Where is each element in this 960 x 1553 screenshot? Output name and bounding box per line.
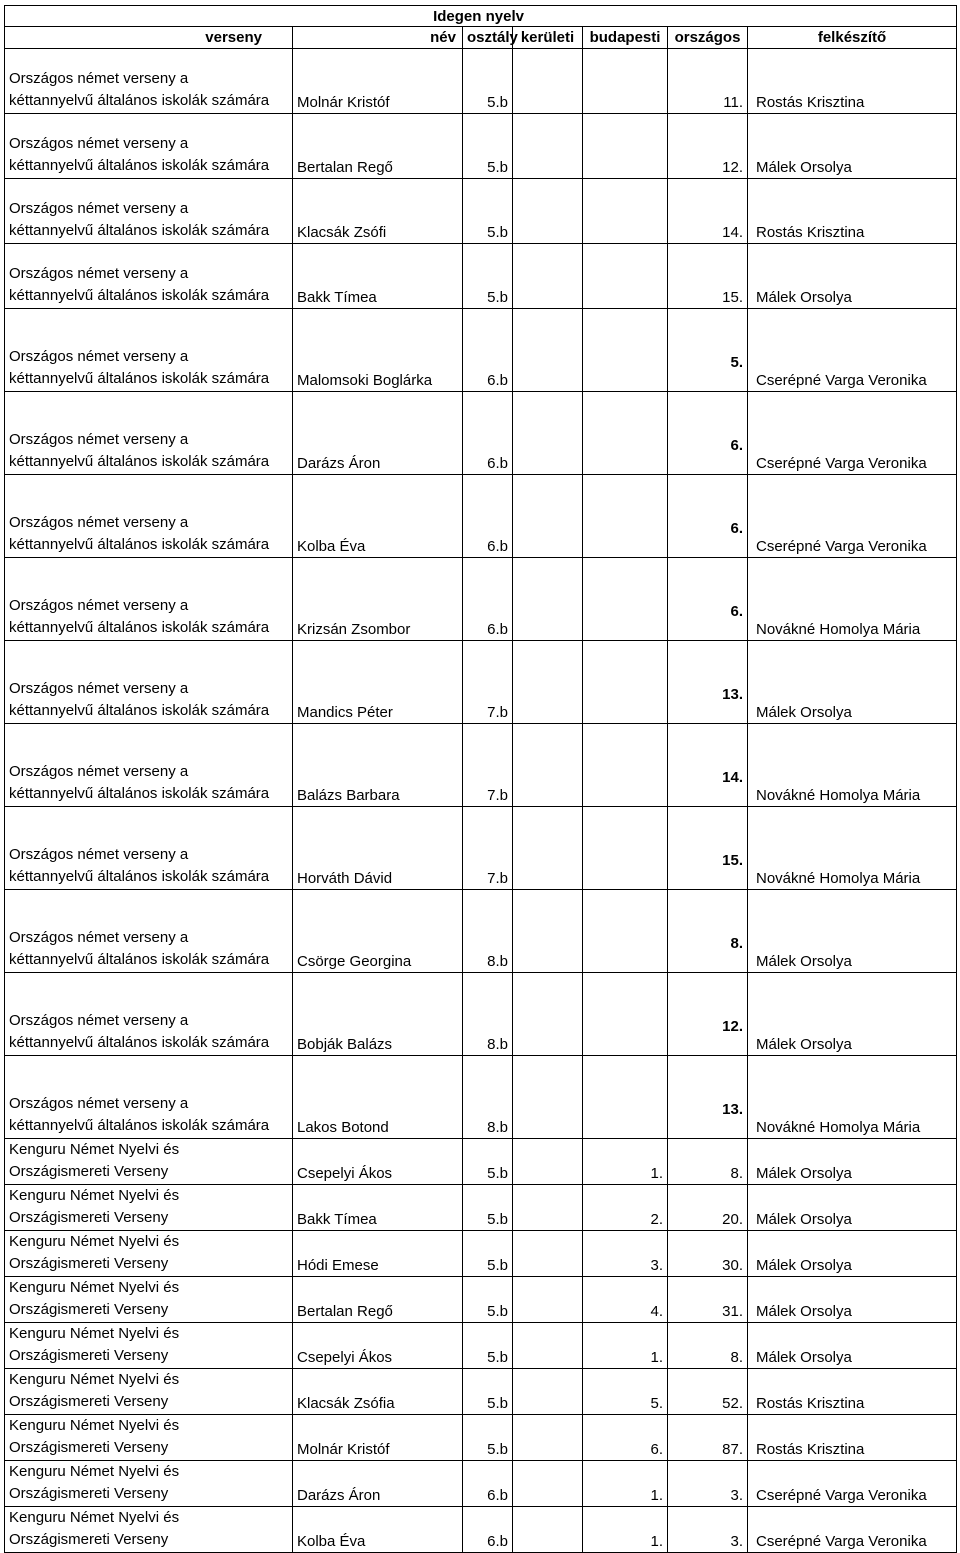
teacher-name: Málek Orsolya xyxy=(748,1185,957,1231)
competition-line-2: kéttannyelvű általános iskolák számára xyxy=(9,1033,270,1051)
budapest-result xyxy=(583,807,668,890)
district-result xyxy=(513,1231,583,1277)
budapest-result: 1. xyxy=(583,1461,668,1507)
student-name: Bakk Tímea xyxy=(293,244,463,309)
national-result: 8. xyxy=(668,890,748,973)
national-result: 52. xyxy=(668,1369,748,1415)
teacher-name: Cserépné Varga Veronika xyxy=(748,392,957,475)
competition-line-2: kéttannyelvű általános iskolák számára xyxy=(9,784,270,802)
district-result xyxy=(513,179,583,244)
table-row xyxy=(5,475,957,558)
teacher-name: Novákné Homolya Mária xyxy=(748,807,957,890)
table-row xyxy=(5,1056,957,1139)
teacher-name: Málek Orsolya xyxy=(748,973,957,1056)
competition-cell xyxy=(5,179,293,244)
competition-line-1: Kenguru Német Nyelvi és xyxy=(9,1141,180,1158)
column-header-row xyxy=(5,27,957,49)
class-cell: 5.b xyxy=(463,244,513,309)
competition-cell xyxy=(5,1277,293,1323)
table-body xyxy=(5,49,957,1553)
student-name: Csörge Georgina xyxy=(293,890,463,973)
student-name: Csepelyi Ákos xyxy=(293,1323,463,1369)
competition-line-1: Országos német verseny a xyxy=(9,135,189,152)
competition-line-2: Országismereti Verseny xyxy=(9,1300,169,1318)
competition-cell xyxy=(5,1323,293,1369)
teacher-name: Málek Orsolya xyxy=(748,1231,957,1277)
national-result: 3. xyxy=(668,1461,748,1507)
table-row xyxy=(5,179,957,244)
national-result: 11. xyxy=(668,49,748,114)
competition-line-2: Országismereti Verseny xyxy=(9,1208,169,1226)
national-result: 8. xyxy=(668,1323,748,1369)
student-name: Bobják Balázs xyxy=(293,973,463,1056)
budapest-result: 4. xyxy=(583,1277,668,1323)
national-result: 13. xyxy=(668,641,748,724)
competition-line-2: Országismereti Verseny xyxy=(9,1346,169,1364)
district-result xyxy=(513,1277,583,1323)
competition-cell xyxy=(5,114,293,179)
class-cell: 6.b xyxy=(463,1461,513,1507)
competition-line-2: kéttannyelvű általános iskolák számára xyxy=(9,535,270,553)
student-name: Darázs Áron xyxy=(293,392,463,475)
class-cell: 5.b xyxy=(463,49,513,114)
competition-line-2: Országismereti Verseny xyxy=(9,1392,169,1410)
district-result xyxy=(513,49,583,114)
competition-line-2: Országismereti Verseny xyxy=(9,1438,169,1456)
student-name: Lakos Botond xyxy=(293,1056,463,1139)
competition-line-2: kéttannyelvű általános iskolák számára xyxy=(9,156,270,174)
competition-cell xyxy=(5,475,293,558)
table-row xyxy=(5,890,957,973)
student-name: Csepelyi Ákos xyxy=(293,1139,463,1185)
student-name: Bakk Tímea xyxy=(293,1185,463,1231)
competition-line-1: Országos német verseny a xyxy=(9,265,189,282)
national-result: 6. xyxy=(668,558,748,641)
national-result: 30. xyxy=(668,1231,748,1277)
district-result xyxy=(513,1323,583,1369)
class-cell: 5.b xyxy=(463,179,513,244)
student-name: Kolba Éva xyxy=(293,475,463,558)
competition-line-2: kéttannyelvű általános iskolák számára xyxy=(9,91,270,109)
competition-line-1: Kenguru Német Nyelvi és xyxy=(9,1417,180,1434)
table-row xyxy=(5,1231,957,1277)
column-header-osztaly: osztály xyxy=(463,27,513,49)
competition-line-2: kéttannyelvű általános iskolák számára xyxy=(9,950,270,968)
district-result xyxy=(513,244,583,309)
district-result xyxy=(513,1369,583,1415)
competition-line-2: kéttannyelvű általános iskolák számára xyxy=(9,369,270,387)
competition-line-1: Országos német verseny a xyxy=(9,597,189,614)
student-name: Malomsoki Boglárka xyxy=(293,309,463,392)
teacher-name: Novákné Homolya Mária xyxy=(748,558,957,641)
budapest-result xyxy=(583,1056,668,1139)
class-cell: 7.b xyxy=(463,641,513,724)
competition-cell xyxy=(5,724,293,807)
budapest-result: 2. xyxy=(583,1185,668,1231)
student-name: Klacsák Zsófia xyxy=(293,1369,463,1415)
district-result xyxy=(513,392,583,475)
student-name: Kolba Éva xyxy=(293,1507,463,1553)
teacher-name: Málek Orsolya xyxy=(748,114,957,179)
column-header-budapesti: budapesti xyxy=(583,27,668,49)
budapest-result xyxy=(583,309,668,392)
column-header-verseny: verseny xyxy=(5,27,293,49)
competition-cell xyxy=(5,1139,293,1185)
competition-cell xyxy=(5,49,293,114)
class-cell: 8.b xyxy=(463,973,513,1056)
competition-cell xyxy=(5,558,293,641)
competition-line-1: Országos német verseny a xyxy=(9,348,189,365)
district-result xyxy=(513,1461,583,1507)
competition-line-2: kéttannyelvű általános iskolák számára xyxy=(9,452,270,470)
district-result xyxy=(513,475,583,558)
national-result: 87. xyxy=(668,1415,748,1461)
competition-line-1: Országos német verseny a xyxy=(9,70,189,87)
national-result: 14. xyxy=(668,724,748,807)
competition-line-1: Országos német verseny a xyxy=(9,846,189,863)
teacher-name: Cserépné Varga Veronika xyxy=(748,475,957,558)
class-cell: 6.b xyxy=(463,558,513,641)
competition-line-1: Országos német verseny a xyxy=(9,1012,189,1029)
class-cell: 6.b xyxy=(463,309,513,392)
teacher-name: Málek Orsolya xyxy=(748,1277,957,1323)
competition-line-2: kéttannyelvű általános iskolák számára xyxy=(9,867,270,885)
national-result: 15. xyxy=(668,807,748,890)
budapest-result xyxy=(583,392,668,475)
budapest-result xyxy=(583,973,668,1056)
class-cell: 8.b xyxy=(463,1056,513,1139)
national-result: 6. xyxy=(668,392,748,475)
national-result: 15. xyxy=(668,244,748,309)
student-name: Klacsák Zsófi xyxy=(293,179,463,244)
competition-cell xyxy=(5,890,293,973)
class-cell: 7.b xyxy=(463,807,513,890)
competition-line-2: Országismereti Verseny xyxy=(9,1530,169,1548)
teacher-name: Málek Orsolya xyxy=(748,641,957,724)
teacher-name: Rostás Krisztina xyxy=(748,1369,957,1415)
competition-line-1: Kenguru Német Nyelvi és xyxy=(9,1463,180,1480)
budapest-result xyxy=(583,724,668,807)
competition-line-1: Kenguru Német Nyelvi és xyxy=(9,1371,180,1388)
national-result: 6. xyxy=(668,475,748,558)
table-row xyxy=(5,309,957,392)
table-row xyxy=(5,49,957,114)
national-result: 12. xyxy=(668,114,748,179)
table-row xyxy=(5,724,957,807)
competition-line-1: Kenguru Német Nyelvi és xyxy=(9,1325,180,1342)
teacher-name: Rostás Krisztina xyxy=(748,1415,957,1461)
competition-cell xyxy=(5,641,293,724)
competition-line-1: Országos német verseny a xyxy=(9,1095,189,1112)
national-result: 14. xyxy=(668,179,748,244)
district-result xyxy=(513,807,583,890)
competition-line-1: Kenguru Német Nyelvi és xyxy=(9,1233,180,1250)
teacher-name: Málek Orsolya xyxy=(748,1323,957,1369)
teacher-name: Málek Orsolya xyxy=(748,244,957,309)
teacher-name: Cserépné Varga Veronika xyxy=(748,1461,957,1507)
national-result: 31. xyxy=(668,1277,748,1323)
student-name: Mandics Péter xyxy=(293,641,463,724)
student-name: Hódi Emese xyxy=(293,1231,463,1277)
class-cell: 5.b xyxy=(463,1185,513,1231)
budapest-result xyxy=(583,49,668,114)
budapest-result: 1. xyxy=(583,1323,668,1369)
table-row xyxy=(5,1415,957,1461)
teacher-name: Rostás Krisztina xyxy=(748,49,957,114)
budapest-result xyxy=(583,475,668,558)
column-header-nev: név xyxy=(293,27,463,49)
competition-line-1: Országos német verseny a xyxy=(9,929,189,946)
table-row xyxy=(5,1139,957,1185)
table-row xyxy=(5,1323,957,1369)
competition-line-1: Országos német verseny a xyxy=(9,514,189,531)
class-cell: 5.b xyxy=(463,114,513,179)
table-row xyxy=(5,807,957,890)
class-cell: 7.b xyxy=(463,724,513,807)
competition-cell xyxy=(5,1415,293,1461)
student-name: Bertalan Regő xyxy=(293,114,463,179)
competition-cell xyxy=(5,244,293,309)
class-cell: 6.b xyxy=(463,1507,513,1553)
district-result xyxy=(513,1185,583,1231)
table-row xyxy=(5,392,957,475)
class-cell: 5.b xyxy=(463,1277,513,1323)
table-row xyxy=(5,1277,957,1323)
teacher-name: Rostás Krisztina xyxy=(748,179,957,244)
competition-line-2: kéttannyelvű általános iskolák számára xyxy=(9,1116,270,1134)
section-title-row xyxy=(5,6,957,27)
competition-line-1: Országos német verseny a xyxy=(9,200,189,217)
student-name: Darázs Áron xyxy=(293,1461,463,1507)
budapest-result xyxy=(583,890,668,973)
competition-line-1: Kenguru Német Nyelvi és xyxy=(9,1187,180,1204)
budapest-result xyxy=(583,641,668,724)
competition-cell xyxy=(5,1231,293,1277)
district-result xyxy=(513,1139,583,1185)
budapest-result: 5. xyxy=(583,1369,668,1415)
class-cell: 5.b xyxy=(463,1139,513,1185)
teacher-name: Novákné Homolya Mária xyxy=(748,1056,957,1139)
competition-line-2: kéttannyelvű általános iskolák számára xyxy=(9,618,270,636)
results-table xyxy=(4,5,957,1553)
competition-cell xyxy=(5,1185,293,1231)
table-row xyxy=(5,641,957,724)
competition-cell xyxy=(5,392,293,475)
competition-cell xyxy=(5,1507,293,1553)
table-row xyxy=(5,973,957,1056)
budapest-result xyxy=(583,114,668,179)
competition-cell xyxy=(5,1056,293,1139)
student-name: Balázs Barbara xyxy=(293,724,463,807)
district-result xyxy=(513,558,583,641)
class-cell: 5.b xyxy=(463,1231,513,1277)
class-cell: 5.b xyxy=(463,1415,513,1461)
table-row xyxy=(5,114,957,179)
competition-line-2: Országismereti Verseny xyxy=(9,1162,169,1180)
budapest-result: 1. xyxy=(583,1139,668,1185)
budapest-result xyxy=(583,558,668,641)
competition-line-1: Kenguru Német Nyelvi és xyxy=(9,1509,180,1526)
competition-cell xyxy=(5,973,293,1056)
budapest-result: 1. xyxy=(583,1507,668,1553)
budapest-result: 6. xyxy=(583,1415,668,1461)
column-header-felkeszito: felkészítő xyxy=(748,27,957,49)
section-title-text: Idegen nyelv xyxy=(433,7,524,25)
competition-line-2: kéttannyelvű általános iskolák számára xyxy=(9,701,270,719)
competition-line-2: kéttannyelvű általános iskolák számára xyxy=(9,286,270,304)
table-row xyxy=(5,1461,957,1507)
budapest-result xyxy=(583,179,668,244)
competition-line-1: Országos német verseny a xyxy=(9,763,189,780)
section-title xyxy=(5,6,957,27)
district-result xyxy=(513,973,583,1056)
competition-line-1: Országos német verseny a xyxy=(9,431,189,448)
student-name: Molnár Kristóf xyxy=(293,1415,463,1461)
student-name: Krizsán Zsombor xyxy=(293,558,463,641)
teacher-name: Málek Orsolya xyxy=(748,890,957,973)
national-result: 5. xyxy=(668,309,748,392)
teacher-name: Málek Orsolya xyxy=(748,1139,957,1185)
class-cell: 5.b xyxy=(463,1369,513,1415)
competition-line-2: Országismereti Verseny xyxy=(9,1484,169,1502)
national-result: 12. xyxy=(668,973,748,1056)
table-row xyxy=(5,558,957,641)
student-name: Molnár Kristóf xyxy=(293,49,463,114)
table-row xyxy=(5,1369,957,1415)
class-cell: 5.b xyxy=(463,1323,513,1369)
district-result xyxy=(513,1415,583,1461)
district-result xyxy=(513,309,583,392)
budapest-result: 3. xyxy=(583,1231,668,1277)
district-result xyxy=(513,641,583,724)
competition-line-1: Kenguru Német Nyelvi és xyxy=(9,1279,180,1296)
column-header-orszagos: országos xyxy=(668,27,748,49)
class-cell: 8.b xyxy=(463,890,513,973)
budapest-result xyxy=(583,244,668,309)
table-row xyxy=(5,244,957,309)
competition-line-2: kéttannyelvű általános iskolák számára xyxy=(9,221,270,239)
national-result: 3. xyxy=(668,1507,748,1553)
national-result: 13. xyxy=(668,1056,748,1139)
table-row xyxy=(5,1185,957,1231)
district-result xyxy=(513,1056,583,1139)
competition-cell xyxy=(5,1461,293,1507)
student-name: Bertalan Regő xyxy=(293,1277,463,1323)
table-row xyxy=(5,1507,957,1553)
competition-line-1: Országos német verseny a xyxy=(9,680,189,697)
competition-line-2: Országismereti Verseny xyxy=(9,1254,169,1272)
competition-cell xyxy=(5,1369,293,1415)
student-name: Horváth Dávid xyxy=(293,807,463,890)
competition-cell xyxy=(5,309,293,392)
class-cell: 6.b xyxy=(463,392,513,475)
district-result xyxy=(513,724,583,807)
competition-cell xyxy=(5,807,293,890)
national-result: 8. xyxy=(668,1139,748,1185)
district-result xyxy=(513,1507,583,1553)
teacher-name: Novákné Homolya Mária xyxy=(748,724,957,807)
teacher-name: Cserépné Varga Veronika xyxy=(748,309,957,392)
column-header-keruleti: kerületi xyxy=(513,27,583,49)
national-result: 20. xyxy=(668,1185,748,1231)
district-result xyxy=(513,114,583,179)
district-result xyxy=(513,890,583,973)
teacher-name: Cserépné Varga Veronika xyxy=(748,1507,957,1553)
class-cell: 6.b xyxy=(463,475,513,558)
